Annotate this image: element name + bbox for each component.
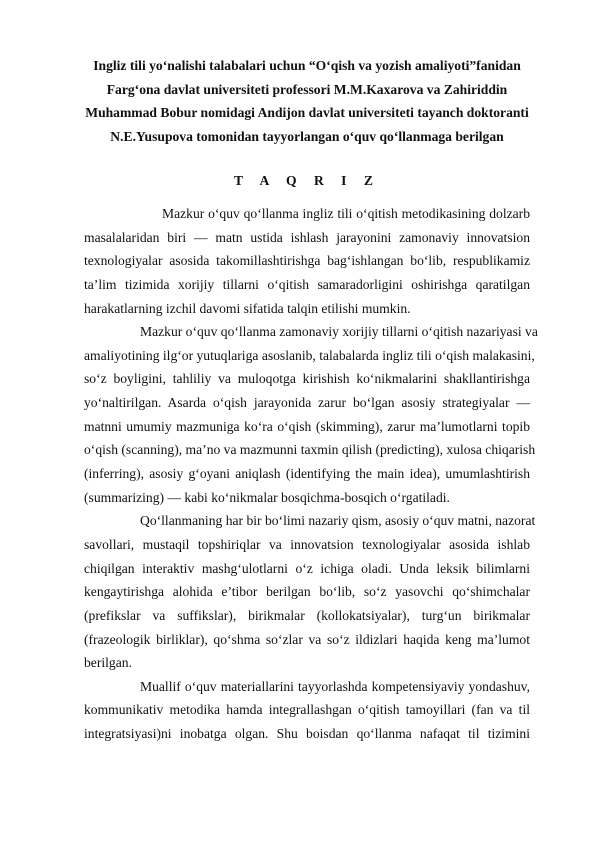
paragraph-line: o‘qish (scanning), ma’no va mazmunni taxmin qilish (predicting), xulosa chiqarish — [84, 442, 536, 458]
paragraph-1 — [84, 202, 530, 320]
paragraph-3 — [84, 509, 536, 674]
heading-line: Muhammad Bobur nomidagi Andijon davlat universiteti tayanch doktoranti — [85, 105, 529, 121]
paragraph-line: savollari, mustaqil topshiriqlar va innovatsion texnologiyalar asosida ishlab — [84, 536, 530, 552]
paragraph-line: masalalaridan biri — matn ustida ishlash jarayonini zamonaviy innovatsion — [84, 229, 530, 245]
paragraph-line: texnologiyalar asosida takomillashtirishga bag‘ishlangan bo‘lib, respublikamiz — [84, 253, 530, 269]
paragraph-line: (frazeologik birliklar), qo‘shma so‘zlar va so‘z ildizlari haqida keng ma’lumot — [84, 631, 530, 647]
document-body — [84, 202, 538, 746]
paragraph-line: matnni umumiy mazmuniga ko‘ra o‘qish (skimming), zarur ma’lumotlarni topib — [84, 418, 530, 434]
paragraph-line: amaliyotining ilg‘or yutuqlariga asoslanib, talabalarda ingliz tili o‘qish malakasini, — [84, 347, 535, 363]
heading-line: Ingliz tili yo‘nalishi talabalari uchun “O‘qish va yozish amaliyoti”fanidan — [93, 58, 521, 73]
paragraph-line: harakatlarning izchil davomi sifatida talqin etilishi mumkin. — [84, 300, 411, 316]
paragraph-line: ta’lim tizimida xorijiy tillarni o‘qitish samaradorligini oshirishga qaratilgan — [84, 276, 530, 292]
paragraph-line: Mazkur o‘quv qo‘llanma ingliz tili o‘qitish metodikasining dolzarb — [162, 206, 530, 221]
document-title: T A Q R I Z — [234, 173, 380, 188]
paragraph-line: chiqilgan interaktiv mashg‘ulotlarni o‘z ichiga oladi. Unda leksik bilimlarni — [84, 560, 530, 576]
paragraph-line: yo‘naltirilgan. Asarda o‘qish jarayonida zarur bo‘lgan asosiy strategiyalar — — [84, 395, 530, 411]
heading-line: N.E.Yusupova tomonidan tayyorlangan o‘quv qo‘llanmaga berilgan — [110, 128, 504, 144]
paragraph-line: kengaytirishga alohida e’tibor berilgan bo‘lib, so‘z yasovchi qo‘shimchalar — [84, 584, 530, 600]
paragraph-line: so‘z boyligini, tahliliy va muloqotga kirishish ko‘nikmalarini shakllantirishga — [84, 371, 530, 387]
paragraph-line: Muallif o‘quv materiallarini tayyorlashda kompetensiyaviy yondashuv, — [140, 678, 530, 694]
paragraph-line: (summarizing) — kabi ko‘nikmalar bosqichma-bosqich o‘rgatiladi. — [84, 489, 450, 505]
paragraph-line: (inferring), asosiy g‘oyani aniqlash (identifying the main idea), umumlashtirish — [84, 466, 530, 482]
paragraph-2 — [84, 320, 538, 509]
document-heading — [84, 54, 530, 148]
paragraph-line: Qo‘llanmaning har bir bo‘limi nazariy qism, asosiy o‘quv matni, nazorat — [140, 513, 536, 529]
paragraph-line: Mazkur o‘quv qo‘llanma zamonaviy xorijiy tillarni o‘qitish nazariyasi va — [140, 324, 538, 340]
paragraph-line: (prefikslar va suffikslar), birikmalar (kollokatsiyalar), turg‘un birikmalar — [84, 607, 530, 623]
paragraph-4 — [84, 675, 530, 746]
heading-line: Farg‘ona davlat universiteti professori M.M.Kaxarova va Zahiriddin — [106, 81, 508, 97]
paragraph-line: kommunikativ metodika hamda integrallashgan o‘qitish tamoyillari (fan va til — [84, 702, 530, 718]
paragraph-line: integratsiyasi)ni inobatga olgan. Shu boisdan qo‘llanma nafaqat til tizimini — [84, 726, 530, 742]
paragraph-line: berilgan. — [84, 655, 132, 671]
